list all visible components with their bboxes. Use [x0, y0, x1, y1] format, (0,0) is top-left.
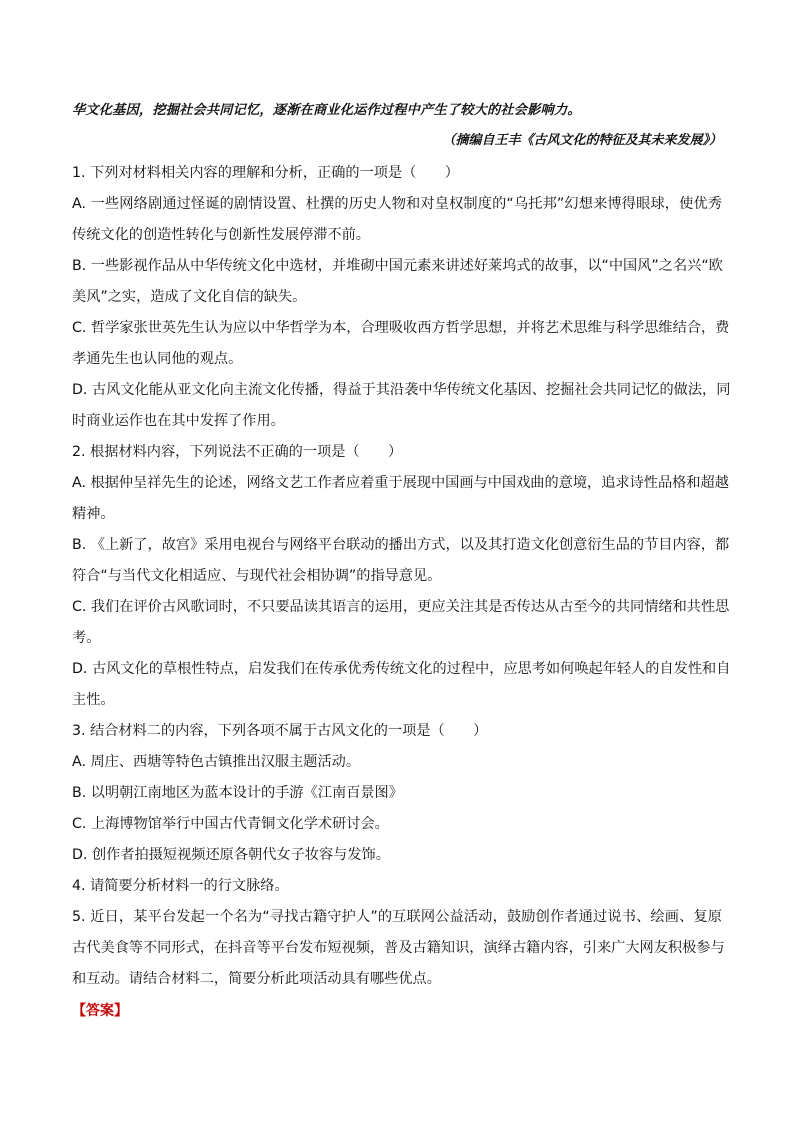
option-line: B. 一些影视作品从中华传统文化中选材，并堆砌中国元素来讲述好莱坞式的故事，以“中国风”之名兴“欧: [72, 258, 723, 274]
question-stem: 4. 请简要分析材料一的行文脉络。: [72, 878, 289, 894]
option-line: C. 哲学家张世英先生认为应以中华哲学为本，合理吸收西方哲学思想，并将艺术思维与科学思维结合，费: [72, 320, 730, 336]
option-c: [72, 592, 730, 654]
option-line: 主性。: [72, 692, 115, 708]
option-b: [72, 251, 722, 313]
question-4: [72, 871, 722, 902]
option-d: [72, 375, 731, 437]
question-2: [72, 437, 731, 716]
option-d: [72, 654, 731, 716]
option-c: [72, 313, 730, 375]
question-stem-line: 古代美食等不同形式，在抖音等平台发布短视频，普及古籍知识，演绎古籍内容，引来广大网友积极参与: [72, 940, 725, 956]
option-line: 传统文化的创造性转化与创新性发展停滞不前。: [72, 227, 370, 243]
option-line: 考。: [72, 630, 101, 646]
option-line: 孝通先生也认同他的观点。: [72, 351, 243, 367]
option-line: D. 古风文化的草根性特点，启发我们在传承优秀传统文化的过程中，应思考如何唤起年轻人的自发性和自: [72, 661, 731, 677]
question-5: [72, 902, 725, 995]
option-a: [72, 468, 729, 530]
question-stem-line: 和互动。请结合材料二，简要分析此项活动具有哪些优点。: [72, 971, 441, 987]
option-d: D. 创作者拍摄短视频还原各朝代女子妆容与发饰。: [72, 847, 390, 863]
option-line: 时商业运作也在其中发挥了作用。: [72, 413, 285, 429]
option-line: A. 一些网络剧通过怪诞的剧情设置、杜撰的历史人物和对皇权制度的“乌托邦”幻想来博得眼球，使优秀: [72, 196, 722, 212]
passage-tail-line: 华文化基因，挖掘社会共同记忆，逐渐在商业化运作过程中产生了较大的社会影响力。: [72, 103, 581, 118]
question-stem: 1. 下列对材料相关内容的理解和分析，正确的一项是（ ）: [72, 165, 459, 181]
question-stem: 3. 结合材料二的内容，下列各项不属于古风文化的一项是（ ）: [72, 723, 488, 739]
question-stem-line: 5. 近日，某平台发起一个名为“寻找古籍守护人”的互联网公益活动，鼓励创作者通过说书、绘画、复原: [72, 909, 722, 925]
option-c: C. 上海博物馆举行中国古代青铜文化学术研讨会。: [72, 816, 389, 832]
option-line: 符合“与当代文化相适应、与现代社会相协调”的指导意见。: [72, 568, 442, 584]
answer-label: 【答案】: [72, 1003, 128, 1019]
option-a: A. 周庄、西塘等特色古镇推出汉服主题活动。: [72, 754, 361, 770]
option-line: C. 我们在评价古风歌词时，不只要品读其语言的运用，更应关注其是否传达从古至今的共同情绪和共性思: [72, 599, 730, 615]
question-1: [72, 158, 731, 437]
option-b: B. 以明朝江南地区为蓝本设计的手游《江南百景图》: [72, 785, 403, 801]
question-3: [72, 716, 722, 871]
passage-source: （摘编自王丰《古风文化的特征及其未来发展》）: [442, 133, 722, 148]
document-content: [72, 100, 731, 1027]
option-a: [72, 189, 722, 251]
option-b: [72, 530, 730, 592]
option-line: D. 古风文化能从亚文化向主流文化传播，得益于其沿袭中华传统文化基因、挖掘社会共同记忆的做法，同: [72, 382, 731, 398]
option-line: 美风”之实，造成了文化自信的缺失。: [72, 289, 307, 305]
option-line: 精神。: [72, 506, 115, 522]
option-line: A. 根据仲呈祥先生的论述，网络文艺工作者应着重于展现中国画与中国戏曲的意境，追求诗性品格和超越: [72, 475, 729, 491]
option-line: B. 《上新了，故宫》采用电视台与网络平台联动的播出方式，以及其打造文化创意衍生品的节目内容，都: [72, 537, 730, 553]
question-stem: 2. 根据材料内容，下列说法不正确的一项是（ ）: [72, 444, 403, 460]
